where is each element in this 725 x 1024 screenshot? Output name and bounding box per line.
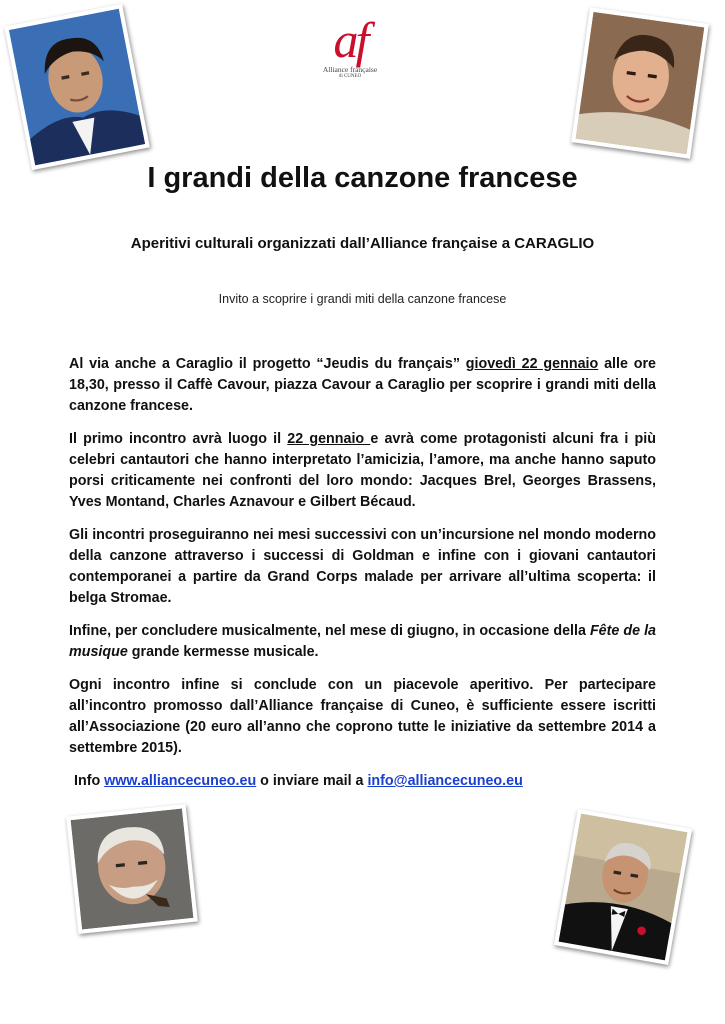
logo-sub: di CUNEO <box>338 74 362 79</box>
paragraph-conclusion-text-a: Infine, per concludere musicalmente, nel mese di giugno, in occasione della <box>69 623 590 639</box>
paragraph-intro <box>69 354 656 417</box>
paragraph-first-meeting-text-b: e avrà come protagonisti alcuni fra i più celebri cantautori che hanno interpretato l’amicizia, l’amore, ma anche hanno saputo porsi criticamente nei confronti del loro mondo: Jacques Brel, Georges Brassens, Yves Montand, Charles Aznavour e Gilbert Bécaud. <box>69 431 656 510</box>
invite-line: Invito a scoprire i grandi miti della canzone francese <box>218 292 507 306</box>
first-date-underlined: giovedì 22 gennaio <box>465 356 599 372</box>
singer-photo-top-left <box>4 4 150 170</box>
paragraph-first-meeting <box>69 429 656 513</box>
info-middle: o inviare mail a <box>256 773 368 789</box>
info-prefix: Info <box>74 773 105 789</box>
body-text <box>69 354 656 804</box>
paragraph-intro-text-a: Al via anche a Caraglio il progetto “Jeudis du français” <box>69 356 466 372</box>
paragraph-intro-text-b: alle ore 18,30, presso il Caffè Cavour, piazza Cavour a Caraglio per scoprire i grandi miti della canzone francese. <box>69 356 656 414</box>
info-line <box>69 771 656 792</box>
paragraph-conclusion-text-b: grande kermesse musicale. <box>127 644 319 660</box>
paragraph-first-meeting-text-a: Il primo incontro avrà luogo il <box>69 431 288 447</box>
page-subtitle: Aperitivi culturali organizzati dall’Alliance française a CARAGLIO <box>130 235 595 252</box>
singer-photo-top-right <box>571 7 709 158</box>
singer-photo-bottom-left <box>66 804 198 934</box>
website-link[interactable]: www.alliancecuneo.eu <box>104 773 257 789</box>
fete-de-la-musique: Fête de la musique <box>69 623 657 660</box>
date-underlined: 22 gennaio <box>287 431 371 447</box>
alliance-francaise-logo <box>312 14 388 80</box>
logo-mark: af <box>333 12 367 68</box>
singer-photo-bottom-right <box>554 809 692 965</box>
paragraph-conclusion <box>69 621 656 663</box>
paragraph-aperitivo: Ogni incontro infine si conclude con un piacevole aperitivo. Per partecipare all’incontro promosso dall’Alliance française di Cuneo, è sufficiente essere iscritti all’Associazione (20 euro all’anno che coprono tutte le iniziative da settembre 2014 a settembre 2015). <box>69 677 656 756</box>
page-title: I grandi della canzone francese <box>147 162 578 194</box>
paragraph-following-meetings: Gli incontri proseguiranno nei mesi successivi con un’incursione nel mondo moderno della canzone attraverso i successi di Goldman e infine con i giovani cantautori contemporanei a partire da Grand Corps malade per arrivare all’ultima scoperta: il belga Stromae. <box>69 527 656 606</box>
email-link[interactable]: info@alliancecuneo.eu <box>367 773 523 789</box>
logo-name: Alliance française <box>322 65 378 74</box>
